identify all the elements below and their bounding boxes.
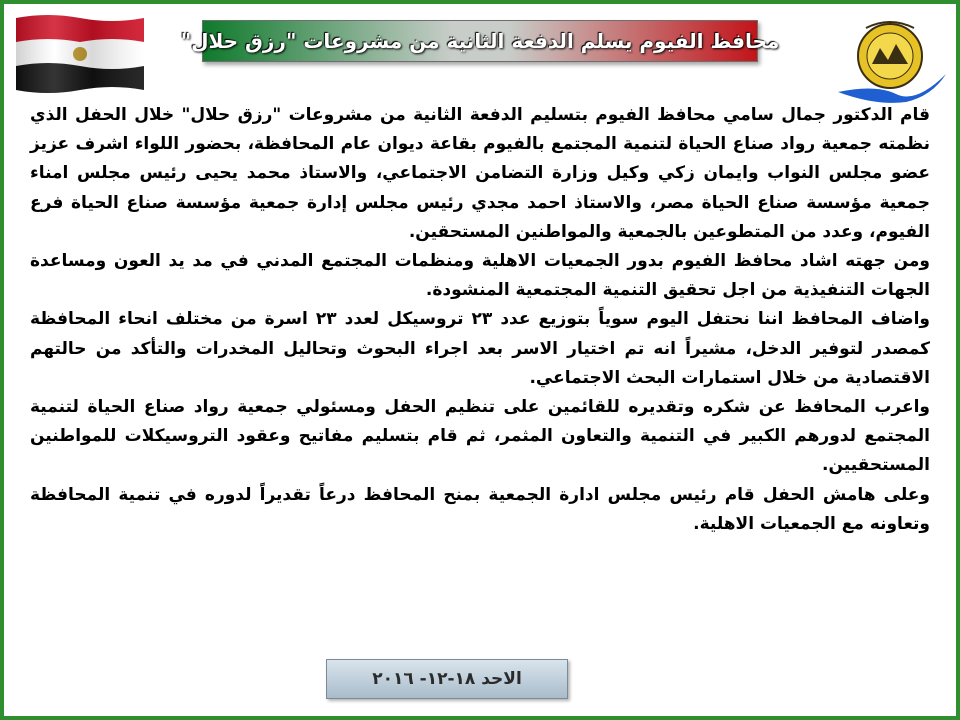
article-paragraph-5: وعلى هامش الحفل قام رئيس مجلس ادارة الجمعية بمنح المحافظ درعاً تقديراً لدوره في تنمية المحافظة وتعاونه مع الجمعيات الاهلية.	[30, 484, 930, 534]
page-title: محافظ الفيوم يسلم الدفعة الثانية من مشروعات "رزق حلال"	[180, 29, 780, 53]
egypt-flag-icon	[12, 12, 148, 94]
fayoum-governorate-logo-icon	[836, 14, 948, 106]
article-paragraph-1: قام الدكتور جمال سامي محافظ الفيوم بتسليم الدفعة الثانية من مشروعات "رزق حلال" خلال الحفل الذي نظمته جمعية رواد صناع الحياة لتنمية المجتمع بالفيوم بقاعة ديوان عام المحافظة، بحضور اللواء اشرف عزيز عضو مجلس النواب وايمان زكي وكيل وزارة التضامن الاجتماعي، والاستاذ محمد يحيى رئيس مجلس امناء جمعية مؤسسة صناع الحياة مصر، والاستاذ احمد مجدي رئيس مجلس إدارة جمعية مؤسسة صناع الحياة فرع الفيوم، وعدد من المتطوعين بالجمعية والمواطنين المستحقين.	[30, 105, 930, 242]
title-banner	[180, 20, 780, 62]
date-badge	[326, 659, 568, 699]
publish-date: الاحد ١٨-١٢- ٢٠١٦	[372, 669, 522, 689]
article-paragraph-3: واضاف المحافظ اننا نحتفل اليوم سوياً بتوزيع عدد ٢٣ تروسيكل لعدد ٢٣ اسرة من مختلف انحاء المحافظة كمصدر لتوفير الدخل، مشيراً انه تم اختيار الاسر بعد اجراء البحوث وتحاليل المخدرات والتأكد من حالتهم الاقتصادية من خلال استمارات البحث الاجتماعي.	[30, 309, 930, 388]
article-paragraph-2: ومن جهته اشاد محافظ الفيوم بدور الجمعيات الاهلية ومنظمات المجتمع المدني في مد يد العون ومساعدة الجهات التنفيذية من اجل تحقيق التنمية المجتمعية المنشودة.	[30, 251, 930, 301]
article-paragraph-4: واعرب المحافظ عن شكره وتقديره للقائمين على تنظيم الحفل ومسئولي جمعية رواد صناع الحياة لتنمية المجتمع لدورهم الكبير في التنمية والتعاون المثمر، ثم قام بتسليم مفاتيح وعقود التروسيكلات للمواطنين المستحقيين.	[30, 397, 930, 476]
article-body	[30, 101, 930, 539]
